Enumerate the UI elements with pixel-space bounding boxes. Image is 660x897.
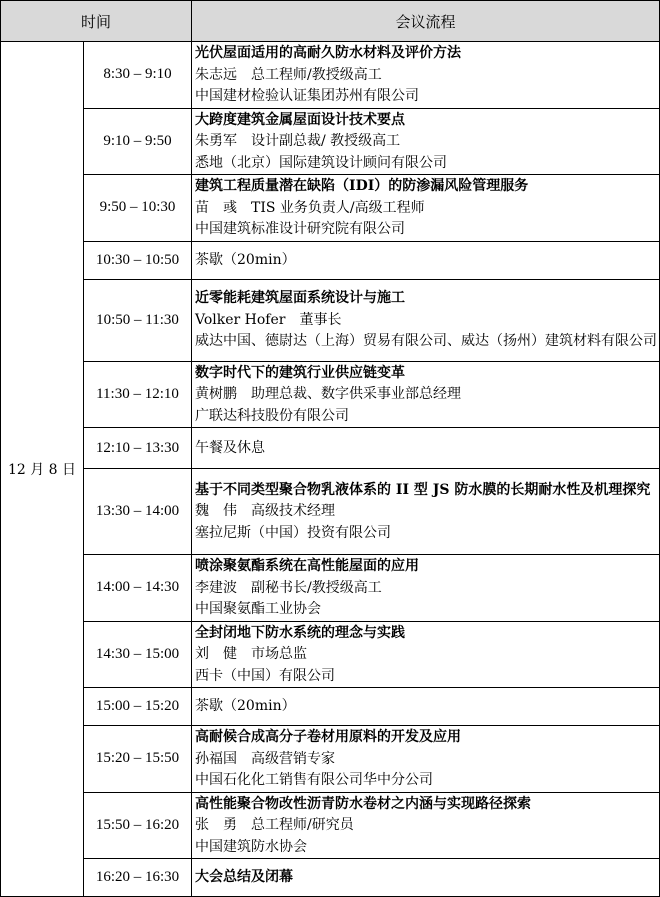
- agenda-row: [1, 279, 660, 361]
- agenda-item: [192, 726, 660, 793]
- speaker-name: 朱志远: [195, 66, 238, 83]
- time-slot: 13:30 – 14:00: [84, 469, 192, 555]
- talk-title: 基于不同类型聚合物乳液体系的 II 型 JS 防水膜的长期耐水性及机理探究: [195, 481, 651, 498]
- speaker-line: [195, 131, 657, 153]
- break-label: 茶歇（20min）: [195, 251, 296, 268]
- agenda-row: [1, 792, 660, 859]
- agenda-item: [192, 241, 660, 279]
- speaker-name: Volker Hofer: [195, 311, 286, 328]
- agenda-row: [1, 621, 660, 688]
- talk-title: 高性能聚合物改性沥青防水卷材之内涵与实现路径探索: [195, 795, 532, 812]
- talk-title: 大会总结及闭幕: [195, 869, 294, 886]
- speaker-organization: 中国建筑标准设计研究院有限公司: [195, 221, 406, 237]
- speaker-name: 苗 彧: [195, 199, 238, 216]
- agenda-row: [1, 241, 660, 279]
- agenda-row: [1, 859, 660, 897]
- agenda-row: [1, 555, 660, 622]
- speaker-organization: 悉地（北京）国际建筑设计顾问有限公司: [195, 154, 448, 171]
- time-slot: 15:50 – 16:20: [84, 792, 192, 859]
- speaker-role: 高级营销专家: [251, 750, 336, 767]
- speaker-line: [195, 749, 657, 771]
- speaker-line: [195, 198, 657, 220]
- talk-title: 数字时代下的建筑行业供应链变革: [195, 364, 406, 381]
- break-label: 茶歇（20min）: [195, 698, 296, 715]
- time-slot: 16:20 – 16:30: [84, 859, 192, 897]
- agenda-row: [1, 688, 660, 726]
- speaker-organization: 塞拉尼斯（中国）投资有限公司: [195, 524, 392, 541]
- talk-title: 近零能耗建筑屋面系统设计与施工: [195, 290, 406, 307]
- speaker-line: [195, 578, 657, 600]
- time-slot: 9:50 – 10:30: [84, 175, 192, 242]
- agenda-row: [1, 108, 660, 175]
- speaker-line: [195, 65, 657, 87]
- agenda-item: [192, 428, 660, 469]
- speaker-role: 高级技术经理: [251, 503, 336, 520]
- agenda-item: [192, 42, 660, 109]
- speaker-role: 总工程师/研究员: [251, 817, 354, 833]
- header-row: [1, 1, 660, 42]
- agenda-row: [1, 42, 660, 109]
- speaker-name: 孙福国: [195, 750, 238, 767]
- time-slot: 15:20 – 15:50: [84, 726, 192, 793]
- speaker-organization: 中国建材检验认证集团苏州有限公司: [195, 88, 420, 104]
- agenda-row: [1, 428, 660, 469]
- agenda-row: [1, 469, 660, 555]
- speaker-line: [195, 644, 657, 666]
- speaker-role: 董事长: [299, 311, 342, 328]
- header-agenda: 会议流程: [192, 1, 660, 42]
- time-slot: 9:10 – 9:50: [84, 108, 192, 175]
- talk-title: 光伏屋面适用的高耐久防水材料及评价方法: [195, 45, 462, 61]
- time-slot: 14:30 – 15:00: [84, 621, 192, 688]
- speaker-organization: 西卡（中国）有限公司: [195, 667, 336, 684]
- talk-title: 高耐候合成高分子卷材用原料的开发及应用: [195, 729, 462, 745]
- time-slot: 12:10 – 13:30: [84, 428, 192, 469]
- speaker-line: [195, 310, 657, 332]
- speaker-line: [195, 384, 657, 406]
- speaker-organization: 威达中国、德尉达（上海）贸易有限公司、威达（扬州）建筑材料有限公司: [195, 333, 658, 350]
- speaker-role: 总工程师/教授级高工: [251, 66, 382, 83]
- speaker-name: 黄树鹏: [195, 386, 238, 402]
- speaker-line: [195, 815, 657, 837]
- agenda-item: [192, 688, 660, 726]
- agenda-row: [1, 175, 660, 242]
- speaker-organization: 广联达科技股份有限公司: [195, 407, 350, 424]
- agenda-item: [192, 469, 660, 555]
- speaker-role: 市场总监: [251, 646, 308, 662]
- session-date: 12 月 8 日: [1, 42, 84, 897]
- agenda-item: [192, 792, 660, 859]
- talk-title: 大跨度建筑金属屋面设计技术要点: [195, 111, 406, 128]
- speaker-name: 魏 伟: [195, 503, 238, 520]
- speaker-organization: 中国建筑防水协会: [195, 838, 308, 855]
- agenda-row: [1, 361, 660, 428]
- speaker-name: 朱勇军: [195, 133, 238, 149]
- agenda-item: [192, 621, 660, 688]
- agenda-item: [192, 108, 660, 175]
- time-slot: 14:00 – 14:30: [84, 555, 192, 622]
- break-label: 午餐及休息: [195, 439, 266, 456]
- speaker-organization: 中国聚氨酯工业协会: [195, 601, 322, 617]
- time-slot: 15:00 – 15:20: [84, 688, 192, 726]
- speaker-role: 副秘书长/教授级高工: [251, 579, 382, 596]
- agenda-row: [1, 726, 660, 793]
- talk-title: 全封闭地下防水系统的理念与实践: [195, 624, 406, 641]
- talk-title: 建筑工程质量潜在缺陷（IDI）的防渗漏风险管理服务: [195, 178, 529, 194]
- header-time: 时间: [1, 1, 192, 42]
- talk-title: 喷涂聚氨酯系统在高性能屋面的应用: [195, 558, 420, 574]
- time-slot: 8:30 – 9:10: [84, 42, 192, 109]
- speaker-role: 助理总裁、数字供采事业部总经理: [251, 386, 462, 402]
- agenda-item: [192, 361, 660, 428]
- time-slot: 10:30 – 10:50: [84, 241, 192, 279]
- speaker-line: [195, 501, 657, 523]
- agenda-item: [192, 555, 660, 622]
- agenda-item: [192, 859, 660, 897]
- agenda-item: [192, 279, 660, 361]
- speaker-role: TIS 业务负责人/高级工程师: [251, 199, 425, 216]
- time-slot: 10:50 – 11:30: [84, 279, 192, 361]
- time-slot: 11:30 – 12:10: [84, 361, 192, 428]
- speaker-name: 刘 健: [195, 646, 238, 662]
- agenda-item: [192, 175, 660, 242]
- speaker-role: 设计副总裁/ 教授级高工: [251, 133, 401, 149]
- speaker-name: 张 勇: [195, 817, 238, 833]
- speaker-organization: 中国石化化工销售有限公司华中分公司: [195, 772, 434, 788]
- speaker-name: 李建波: [195, 579, 238, 596]
